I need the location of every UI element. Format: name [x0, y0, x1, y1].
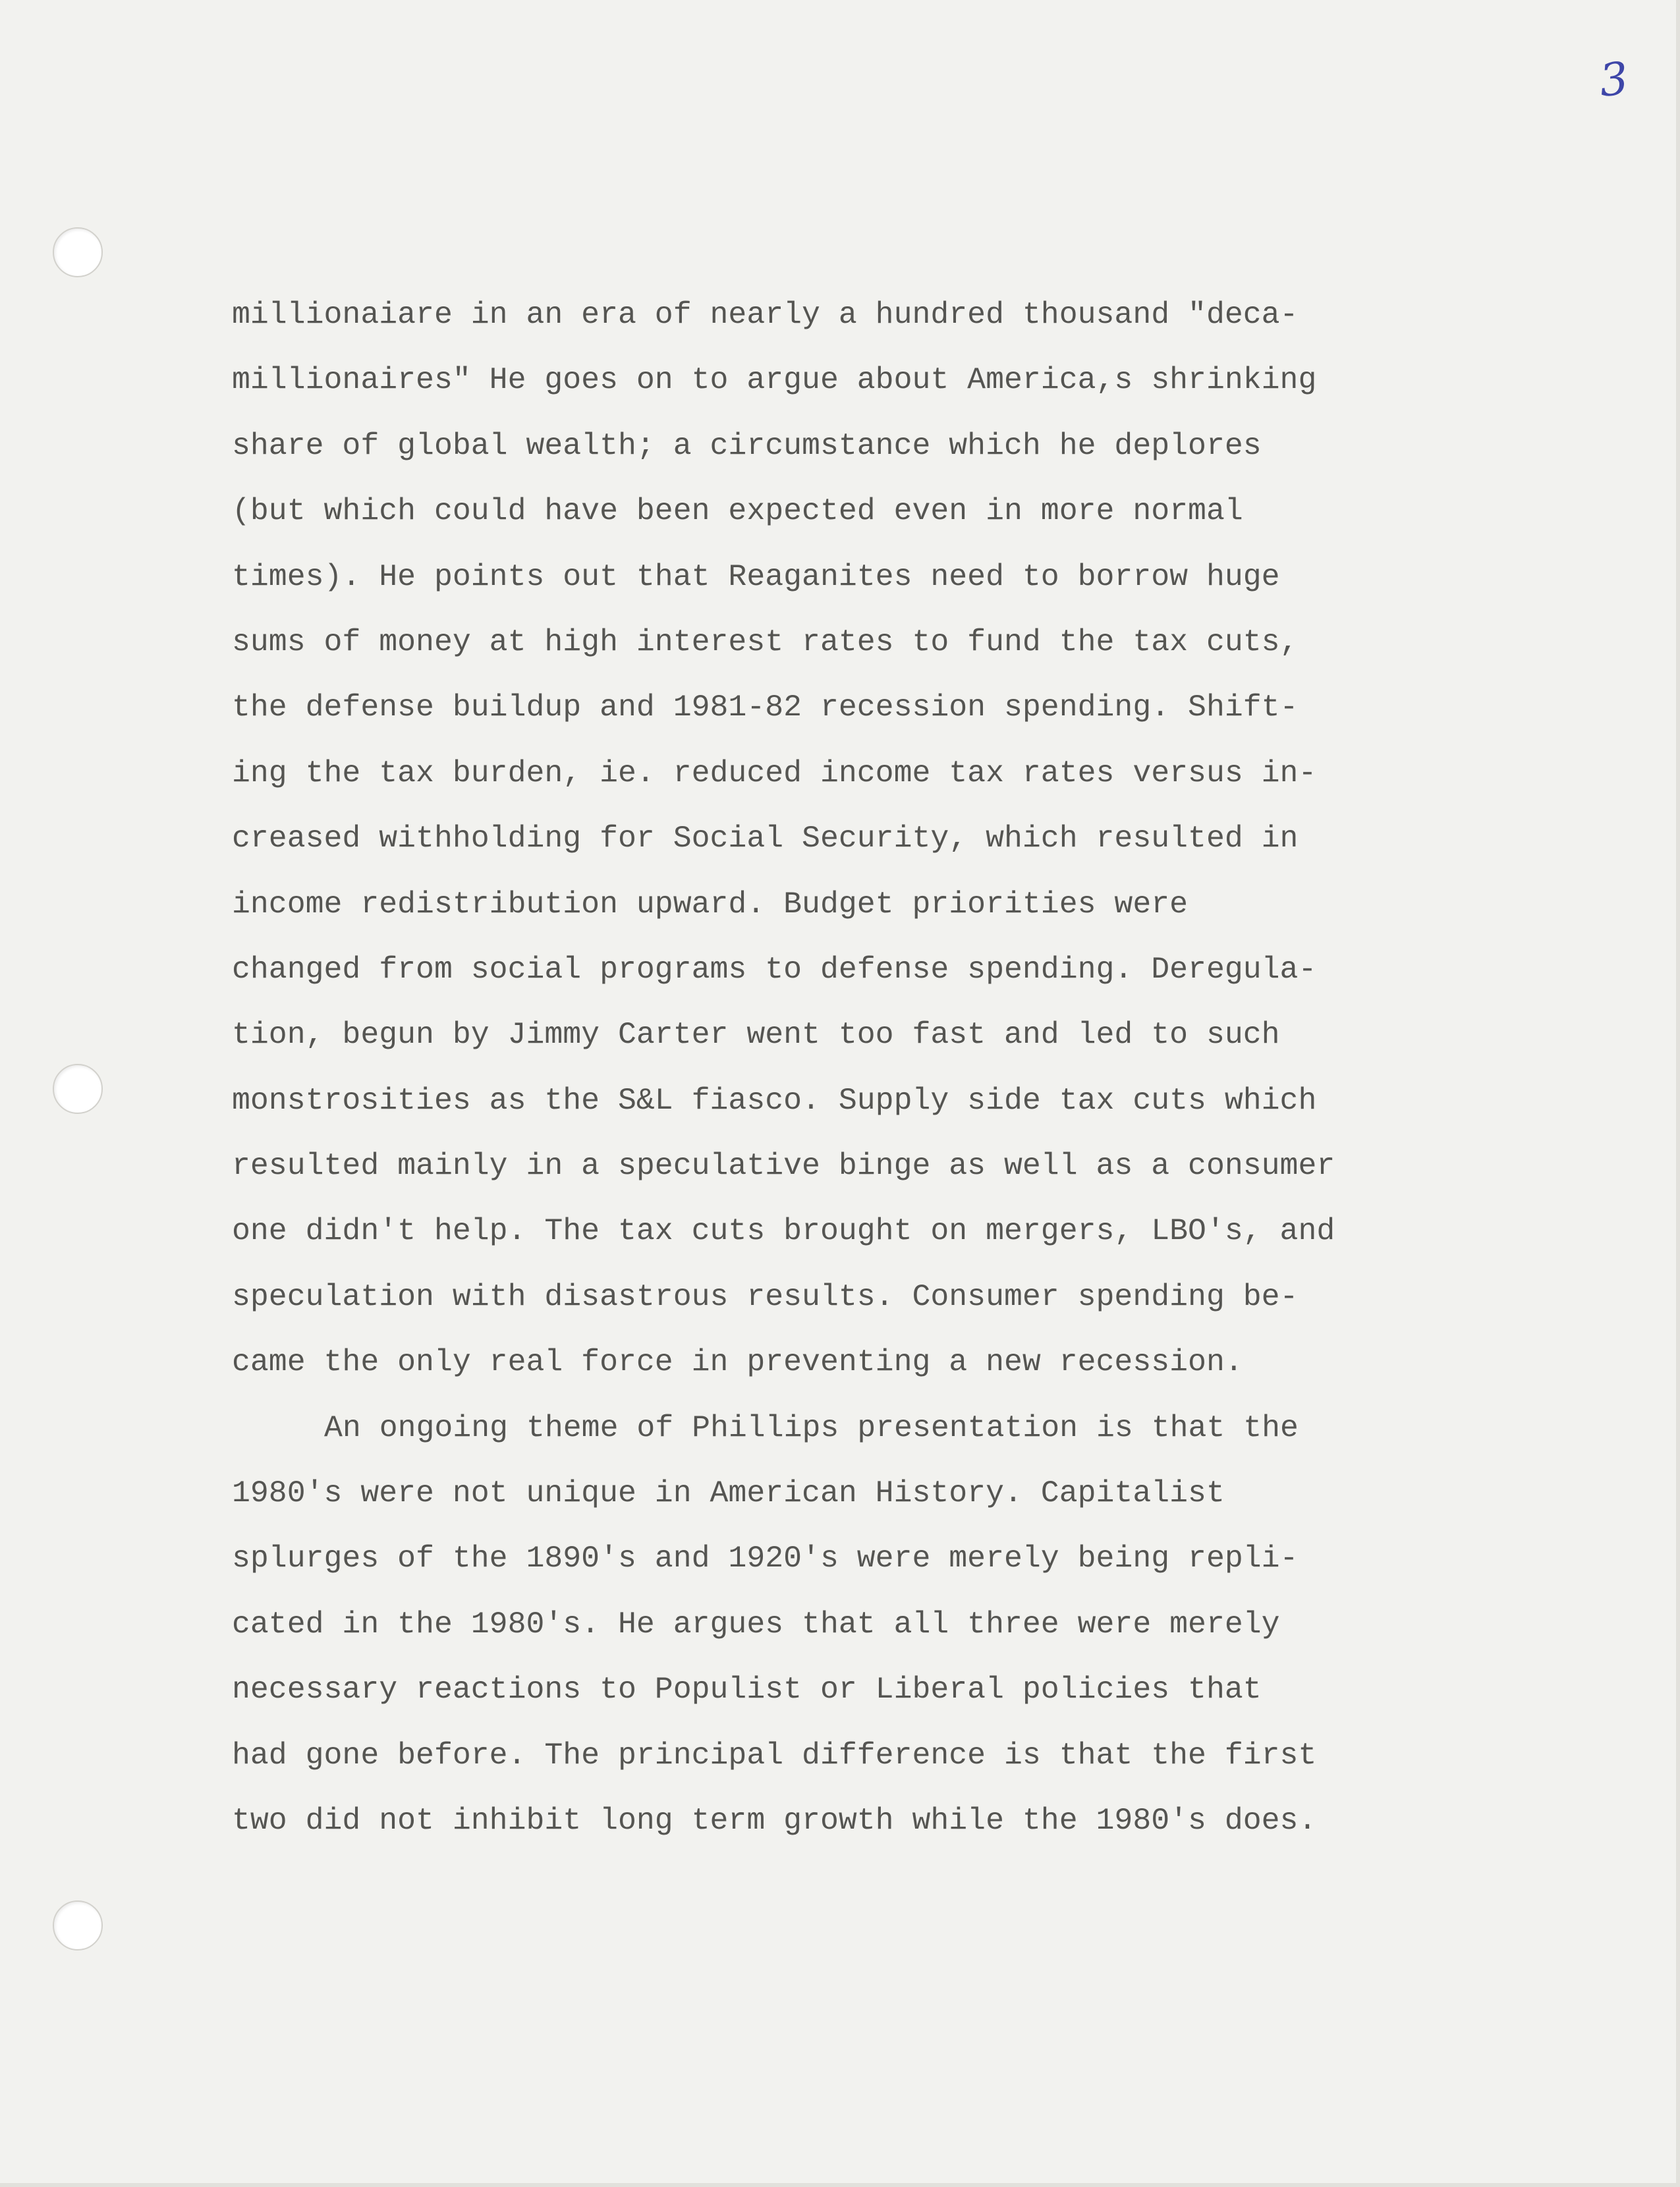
text-line: necessary reactions to Populist or Liberal policies that: [232, 1672, 1262, 1707]
text-line: came the only real force in preventing a new recession.: [232, 1344, 1243, 1380]
text-line: share of global wealth; a circumstance which he deplores: [232, 428, 1262, 463]
paragraph-2: [232, 1395, 1523, 1854]
text-line: sums of money at high interest rates to fund the tax cuts,: [232, 624, 1299, 659]
text-line: millionaiare in an era of nearly a hundred thousand "deca-: [232, 297, 1299, 332]
text-line: splurges of the 1890's and 1920's were merely being repli-: [232, 1541, 1299, 1576]
text-line: had gone before. The principal difference is that the first: [232, 1737, 1317, 1773]
text-line: income redistribution upward. Budget priorities were: [232, 886, 1189, 922]
text-line: ing the tax burden, ie. reduced income tax rates versus in-: [232, 755, 1317, 790]
punch-hole-middle: [53, 1064, 103, 1114]
text-line: monstrosities as the S&L fiasco. Supply side tax cuts which: [232, 1082, 1317, 1118]
text-line: two did not inhibit long term growth while the 1980's does.: [232, 1802, 1317, 1838]
punch-hole-top: [53, 227, 103, 277]
text-line: times). He points out that Reaganites need to borrow huge: [232, 559, 1280, 594]
text-line: millionaires" He goes on to argue about America,s shrinking: [232, 362, 1317, 398]
text-line: 1980's were not unique in American History. Capitalist: [232, 1476, 1225, 1511]
text-line: resulted mainly in a speculative binge as well as a consumer: [232, 1148, 1335, 1184]
paragraph-1: [232, 282, 1523, 1395]
text-line: (but which could have been expected even in more normal: [232, 493, 1243, 529]
text-line: the defense buildup and 1981-82 recession spending. Shift-: [232, 690, 1299, 725]
text-line: cated in the 1980's. He argues that all three were merely: [232, 1606, 1280, 1642]
typewritten-body: [232, 282, 1523, 1853]
text-line: creased withholding for Social Security, which resulted in: [232, 821, 1299, 856]
text-line: changed from social programs to defense spending. Deregula-: [232, 951, 1317, 987]
text-line: An ongoing theme of Phillips presentation is that the: [324, 1410, 1299, 1445]
punch-hole-bottom: [53, 1900, 103, 1951]
text-line: speculation with disastrous results. Consumer spending be-: [232, 1279, 1299, 1314]
handwritten-page-number: 3: [1596, 52, 1631, 108]
text-line: one didn't help. The tax cuts brought on mergers, LBO's, and: [232, 1213, 1335, 1249]
text-line: tion, begun by Jimmy Carter went too fast and led to such: [232, 1017, 1280, 1053]
